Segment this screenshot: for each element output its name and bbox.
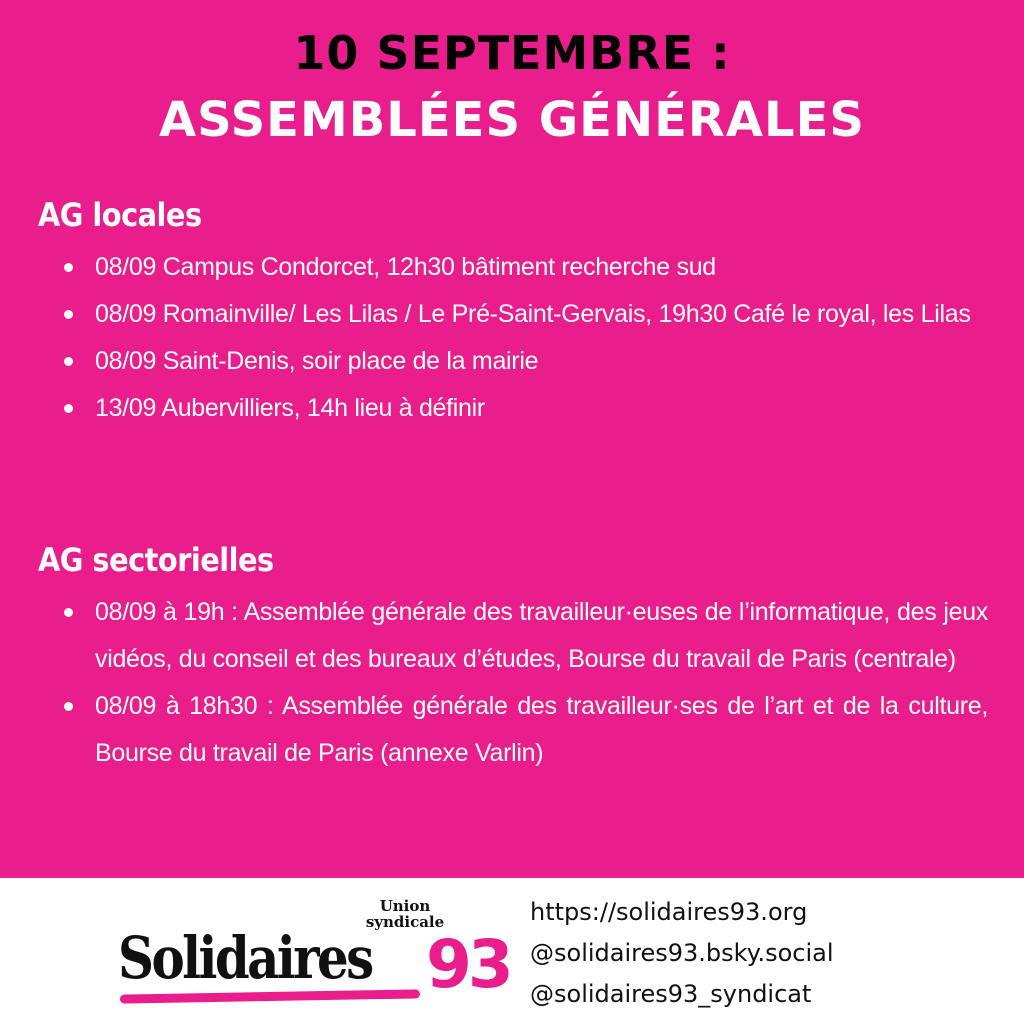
list-item: 08/09 Saint-Denis, soir place de la mairie — [38, 338, 988, 385]
title-line-2: ASSEMBLÉES GÉNÉRALES — [159, 92, 865, 148]
list-item: 08/09 à 18h30 : Assemblée générale des travailleur·ses de l’art et de la culture, Bourse du travail de Paris (annexe Varlin) — [38, 683, 988, 777]
social-handle[interactable]: @solidaires93_syndicat — [530, 980, 812, 1008]
logo-number: 93 — [426, 926, 510, 1003]
bluesky-handle[interactable]: @solidaires93.bsky.social — [530, 939, 834, 967]
logo-union-syndicale: Union syndicale — [365, 897, 445, 931]
website-link[interactable]: https://solidaires93.org — [530, 898, 808, 926]
list-item: 13/09 Aubervilliers, 14h lieu à définir — [38, 385, 988, 432]
list-item: 08/09 Campus Condorcet, 12h30 bâtiment recherche sud — [38, 244, 988, 291]
solidaires93-logo — [118, 890, 513, 1018]
section-heading-locales: AG locales — [38, 196, 202, 234]
logo-wordmark: Solidaires — [118, 924, 372, 992]
title-line-1: 10 SEPTEMBRE : — [293, 26, 731, 80]
section-ag-sectorielles — [38, 541, 988, 777]
list-item: 08/09 à 19h : Assemblée générale des travailleur·euses de l’informatique, des jeux vidéos, du conseil et des bureaux d’études, Bourse du travail de Paris (centrale) — [38, 589, 988, 683]
list-ag-sectorielles — [38, 589, 988, 777]
list-item: 08/09 Romainville/ Les Lilas / Le Pré-Saint-Gervais, 19h30 Café le royal, les Lilas — [38, 291, 988, 338]
footer — [0, 878, 1024, 1024]
section-heading-sectorielles: AG sectorielles — [38, 541, 274, 579]
section-ag-locales — [38, 196, 988, 432]
list-ag-locales — [38, 244, 988, 432]
contact-links — [530, 892, 834, 1015]
